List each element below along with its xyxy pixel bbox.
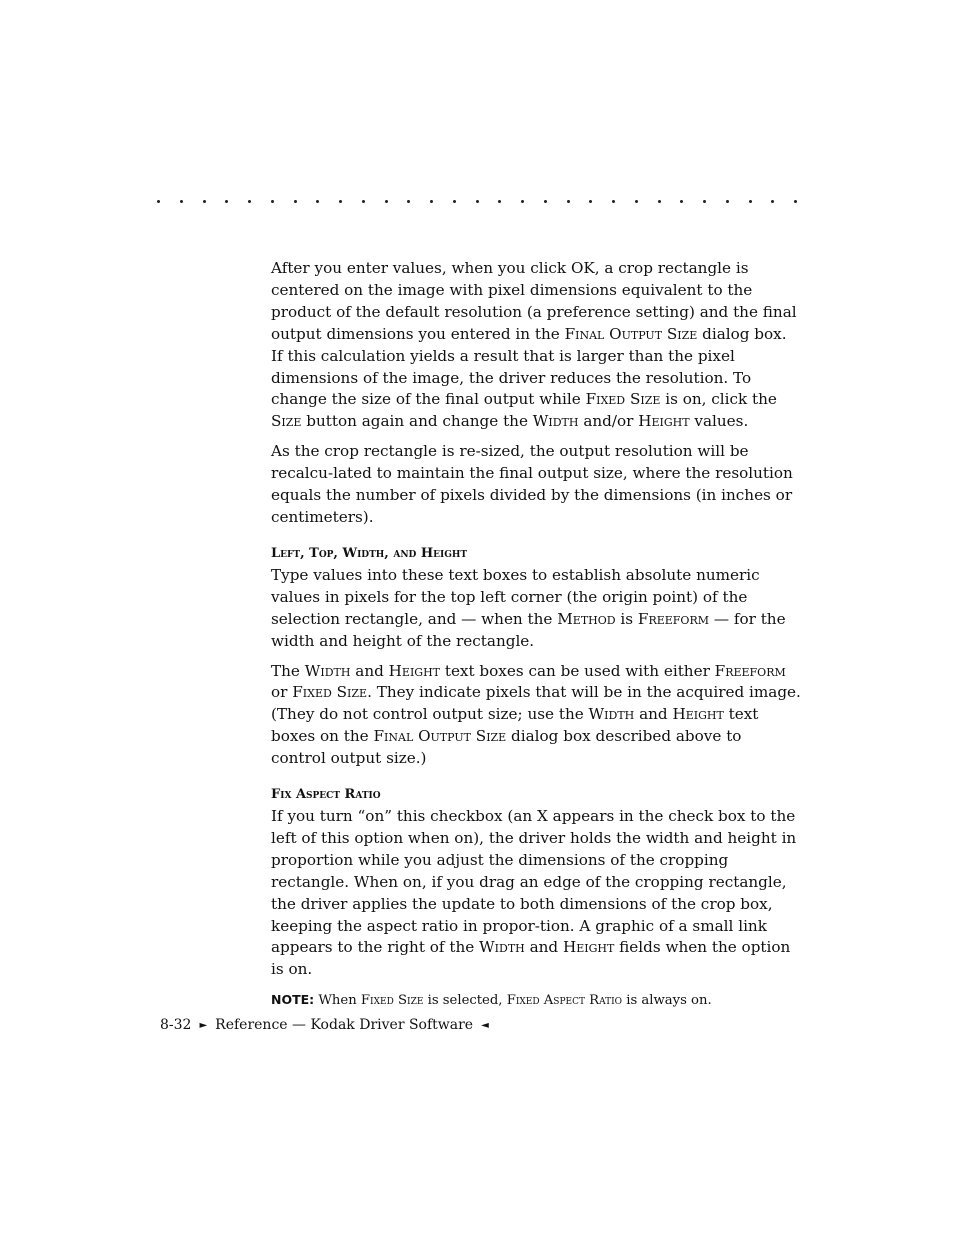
- rule-dot: [567, 200, 570, 203]
- rule-dot: [385, 200, 388, 203]
- paragraph-text-boxes: [271, 565, 801, 653]
- text: or: [271, 683, 293, 702]
- rule-dot: [407, 200, 410, 203]
- right-arrow-icon: ►: [199, 1019, 208, 1031]
- text: If you turn “on” this checkbox (an X appears in the check box to the left of this option when on), the driver holds the width and height in proportion while you adjust the dimensions of the cropping rectangle. When on, if you drag an edge of the cropping rectangle, the driver applies the update to both dimensions of the crop box, keeping the aspect ratio in propor-tion. A graphic of a small link appears to the right of the: [271, 807, 797, 957]
- page-number: 8-32: [160, 1017, 192, 1033]
- sc-width: Width: [479, 938, 525, 957]
- text: is selected,: [423, 993, 507, 1009]
- rule-dot: [203, 200, 206, 203]
- section-heading-left-top-width-height: Left, Top, Width, and Height: [271, 545, 468, 561]
- text: and: [634, 705, 673, 724]
- page-footer: [160, 1017, 489, 1033]
- rule-dot: [726, 200, 729, 203]
- sc-freeform: Freeform: [637, 609, 709, 628]
- sc-width: Width: [532, 412, 579, 431]
- sc-fixed-size: Fixed Size: [292, 683, 368, 702]
- text: text boxes on the: [271, 705, 759, 746]
- text: and/or: [578, 412, 639, 431]
- text: fields when the option is on.: [271, 938, 791, 979]
- text: When: [314, 993, 361, 1009]
- rule-dot: [180, 200, 183, 203]
- sc-final-output-size: Final Output Size: [564, 324, 698, 343]
- text: is: [615, 609, 638, 628]
- rule-dot: [453, 200, 456, 203]
- rule-dot: [771, 200, 774, 203]
- text: dialog box. If this calculation yields a result that is larger than the pixel dimensions of the image, the driver reduces the resolution. To change the size of the final output while: [271, 324, 787, 409]
- text: dialog box described above to control output size.): [271, 727, 742, 768]
- sc-fixed-size: Fixed Size: [360, 993, 424, 1009]
- left-arrow-icon: ◄: [481, 1019, 489, 1031]
- note-label: NOTE:: [271, 992, 315, 1008]
- paragraph-crop-rectangle: [271, 258, 801, 433]
- rule-dot: [658, 200, 661, 203]
- sc-width: Width: [588, 705, 635, 724]
- sc-final-output-size: Final Output Size: [373, 727, 507, 746]
- rule-dot: [544, 200, 547, 203]
- sc-method: Method: [557, 609, 616, 628]
- paragraph-resize: As the crop rectangle is re-sized, the output resolution will be recalcu-lated to maintain the final output size, where the resolution equals the number of pixels divided by the dimensions (in inches or centimeters).: [271, 442, 793, 526]
- dotted-rule: [157, 200, 797, 203]
- rule-dot: [794, 200, 797, 203]
- sc-width: Width: [304, 661, 351, 680]
- rule-dot: [680, 200, 683, 203]
- text: button again and change the: [301, 412, 533, 431]
- rule-dot: [589, 200, 592, 203]
- rule-dot: [476, 200, 479, 203]
- text: and: [524, 938, 563, 957]
- text: text boxes can be used with either: [440, 661, 715, 680]
- sc-freeform: Freeform: [714, 661, 786, 680]
- note: [271, 989, 801, 1012]
- text: and: [350, 661, 389, 680]
- rule-dot: [225, 200, 228, 203]
- text: values.: [689, 412, 749, 431]
- sc-fixed-aspect-ratio: Fixed Aspect Ratio: [506, 993, 623, 1009]
- rule-dot: [498, 200, 501, 203]
- sc-height: Height: [638, 412, 690, 431]
- text: The: [271, 661, 305, 680]
- text: Type values into these text boxes to establish absolute numeric values in pixels for the top left corner (the origin point) of the selection rectangle, and — when the: [271, 565, 760, 628]
- sc-height: Height: [672, 705, 724, 724]
- text: is on, click the: [660, 390, 777, 409]
- rule-dot: [157, 200, 160, 203]
- rule-dot: [248, 200, 251, 203]
- text: After you enter values, when you click OK, a crop rectangle is centered on the image with pixel dimensions equivalent to the product of the default resolution (a preference setting) and the final output dimensions you entered in the: [271, 259, 797, 343]
- rule-dot: [362, 200, 365, 203]
- sc-height: Height: [562, 938, 615, 957]
- rule-dot: [339, 200, 342, 203]
- text: . They indicate pixels that will be in the acquired image. (They do not control output size; use the: [271, 683, 801, 724]
- page-body: [271, 258, 801, 1012]
- paragraph-width-height: [271, 661, 801, 771]
- rule-dot: [521, 200, 524, 203]
- rule-dot: [271, 200, 274, 203]
- sc-fixed-size: Fixed Size: [585, 390, 661, 409]
- rule-dot: [635, 200, 638, 203]
- rule-dot: [316, 200, 319, 203]
- sc-size: Size: [271, 412, 302, 431]
- paragraph-checkbox: [271, 806, 801, 981]
- section-heading-fix-aspect-ratio: Fix Aspect Ratio: [271, 787, 381, 803]
- text: — for the width and height of the rectangle.: [271, 609, 786, 650]
- rule-dot: [703, 200, 706, 203]
- rule-dot: [430, 200, 433, 203]
- text: is always on.: [622, 993, 712, 1009]
- rule-dot: [612, 200, 615, 203]
- rule-dot: [749, 200, 752, 203]
- sc-height: Height: [388, 661, 441, 680]
- footer-title: Reference — Kodak Driver Software: [215, 1017, 474, 1033]
- rule-dot: [294, 200, 297, 203]
